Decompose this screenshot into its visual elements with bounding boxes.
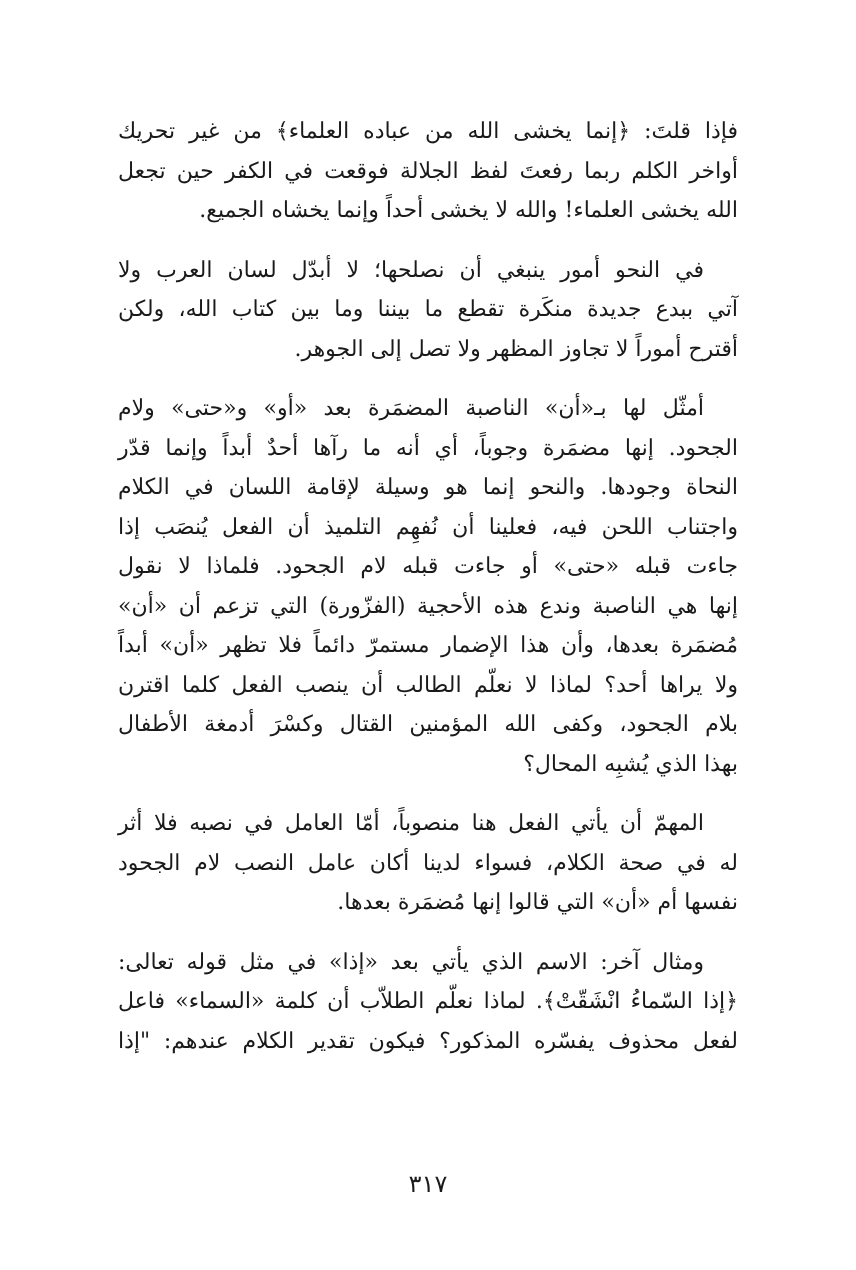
text-line: مُضمَرة بعدها، وأن هذا الإضمار مستمرّ دائماً فلا تظهر «أن» أبداً — [118, 633, 738, 658]
paragraph-5 — [118, 943, 738, 1062]
text-line: إنها هي الناصبة وندع هذه الأحجية (الفزّورة) التي تزعم أن «أن» — [118, 593, 738, 619]
text-line: في النحو أمور ينبغي أن نصلحها؛ لا أبدّل لسان العرب ولا — [118, 257, 704, 283]
text-line: ومثال آخر: الاسم الذي يأتي بعد «إذا» في مثل قوله تعالى: — [118, 949, 704, 975]
text-line: المهمّ أن يأتي الفعل هنا منصوباً، أمّا العامل في نصبه فلا أثر — [118, 811, 704, 836]
text-line: أقترح أموراً لا تجاوز المظهر ولا تصل إلى الجوهر. — [294, 336, 738, 362]
text-line: الجحود. إنها مضمَرة وجوباً، أي أنه ما رآها أحدٌ أبداً وإنما قدّر — [118, 435, 738, 461]
text-line: الله يخشى العلماء! والله لا يخشى أحداً وإنما يخشاه الجميع. — [199, 198, 738, 223]
text-line: ﴿إذا السّماءُ انْشَقّتْ﴾. لماذا نعلّم الطلاّب أن كلمة «السماء» فاعل — [118, 989, 738, 1014]
text-line: بلام الجحود، وكفى الله المؤمنين القتال وكسْرَ أدمغة الأطفال — [118, 712, 738, 737]
text-line: جاءت قبله «حتى» أو جاءت قبله لام الجحود. فلماذا لا نقول — [118, 554, 738, 579]
document-page — [118, 112, 738, 1081]
text-line: فإذا قلتَ: ﴿إنما يخشى الله من عباده العلماء﴾ من غير تحريك — [118, 119, 738, 144]
text-line: نفسها أم «أن» التي قالوا إنها مُضمَرة بعدها. — [337, 890, 738, 915]
text-line: لفعل محذوف يفسّره المذكور؟ فيكون تقدير الكلام عندهم: "إذا — [118, 1028, 738, 1054]
text-line: أواخر الكلم ربما رفعتَ لفظ الجلالة فوقعت في الكفر حين تجعل — [118, 158, 738, 184]
paragraph-1 — [118, 112, 738, 231]
text-line: له في صحة الكلام، فسواء لدينا أكان عامل النصب لام الجحود — [118, 850, 738, 876]
text-line: أمثّل لها بـ«أن» الناصبة المضمَرة بعد «أو» و«حتى» ولام — [118, 396, 704, 421]
text-line: ولا يراها أحد؟ لماذا لا نعلّم الطالب أن ينصب الفعل كلما اقترن — [118, 672, 738, 698]
text-line: بهذا الذي يُشبِه المحال؟ — [523, 751, 738, 777]
paragraph-4 — [118, 804, 738, 923]
text-line: آتي ببدع جديدة منكَرة تقطع ما بيننا وما بين كتاب الله، ولكن — [118, 297, 738, 322]
paragraph-3 — [118, 389, 738, 784]
paragraph-2 — [118, 251, 738, 370]
text-line: النحاة وجودها. والنحو إنما هو وسيلة لإقامة اللسان في الكلام — [118, 475, 738, 500]
text-line: واجتناب اللحن فيه، فعلينا أن نُفهِم التلميذ أن الفعل يُنصَب إذا — [118, 514, 738, 540]
page-number: ٣١٧ — [408, 1170, 448, 1198]
